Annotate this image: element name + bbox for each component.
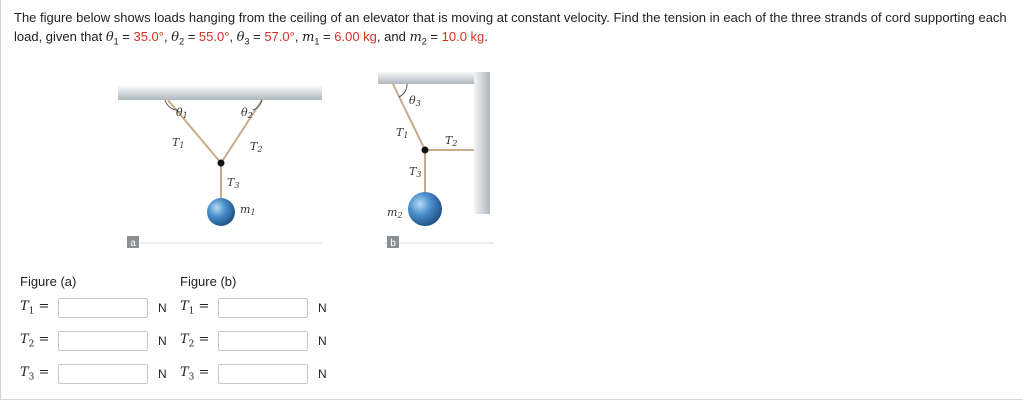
knot-a (218, 160, 225, 167)
answer-label-b-t2: $T_2$ = (180, 332, 210, 350)
answer-input-a-t1[interactable] (58, 298, 148, 318)
period: . (484, 29, 488, 44)
answer-row-a-t2 (20, 330, 167, 352)
label-theta1-a: θ1 (176, 106, 188, 120)
answer-row-b-t1 (180, 297, 327, 319)
eq-sign: = (319, 29, 335, 44)
answer-label-a-t2: $T_2$ = (20, 332, 50, 350)
theta2-value: 55.0° (198, 29, 230, 44)
knot-b (422, 147, 429, 154)
eq-sign: = (184, 29, 199, 44)
answer-label-a-t1: $T_1$ = (20, 299, 50, 317)
m1-sub: 1 (314, 36, 320, 47)
ball-m2 (408, 192, 442, 226)
figure-b (378, 72, 494, 249)
theta2-symbol: θ (171, 30, 180, 45)
figure-b-label: Figure (b) (180, 274, 237, 289)
label-t2-b: T2 (445, 134, 458, 148)
badge-b-text: b (390, 238, 396, 249)
answer-input-a-t3[interactable] (58, 364, 148, 384)
m1-symbol: m (302, 30, 315, 45)
label-theta2-a: θ2 (241, 106, 253, 120)
label-t3-a: T3 (227, 176, 240, 190)
answer-input-b-t3[interactable] (218, 364, 308, 384)
ball-m1 (207, 198, 235, 226)
angle-arc-theta3 (399, 84, 407, 97)
eq-sign: = (118, 29, 134, 44)
ceiling-a (118, 86, 322, 100)
ceiling-b (378, 72, 488, 84)
unit-a-t3: N (158, 367, 167, 381)
answer-row-b-t2 (180, 330, 327, 352)
theta3-sub: 3 (244, 36, 250, 47)
unit-b-t2: N (318, 334, 327, 348)
wall-b (474, 72, 490, 214)
label-m2: m2 (387, 206, 403, 220)
theta1-symbol: θ (105, 30, 114, 45)
unit-a-t1: N (158, 301, 167, 315)
answer-input-b-t2[interactable] (218, 331, 308, 351)
label-t2-a: T2 (250, 140, 263, 154)
unit-b-t3: N (318, 367, 327, 381)
answer-row-b-t3 (180, 363, 327, 385)
eq-sign: = (249, 29, 265, 44)
answer-label-a-t3: $T_3$ = (20, 365, 50, 383)
answer-input-b-t1[interactable] (218, 298, 308, 318)
answer-label-b-t1: $T_1$ = (180, 299, 210, 317)
m1-value: 6.00 kg (334, 29, 377, 44)
and-word: and (384, 29, 406, 44)
label-t1-a: T1 (172, 136, 185, 150)
theta3-value: 57.0° (264, 29, 295, 44)
answer-row-a-t1 (20, 297, 167, 319)
m2-symbol: m (409, 30, 422, 45)
answer-input-a-t2[interactable] (58, 331, 148, 351)
label-t3-b: T3 (409, 165, 422, 179)
unit-b-t1: N (318, 301, 327, 315)
theta1-value: 35.0° (133, 29, 164, 44)
figure-a (118, 86, 322, 249)
label-theta3-b: θ3 (409, 94, 421, 108)
label-t1-b: T1 (396, 126, 409, 140)
theta3-symbol: θ (236, 30, 245, 45)
problem-intro: The figure below shows loads hanging from the ceiling of an elevator that is moving at constant velocity. Find the tension in each of the three strands of cord supporting each load, given that (14, 10, 1007, 44)
answer-row-a-t3 (20, 363, 167, 385)
figure-a-label: Figure (a) (20, 274, 77, 289)
m2-value: 10.0 kg (441, 29, 485, 44)
theta1-sub: 1 (113, 36, 119, 47)
badge-a-text: a (130, 238, 136, 249)
eq-sign: = (426, 29, 442, 44)
label-m1: m1 (240, 203, 256, 217)
theta2-sub: 2 (179, 36, 185, 47)
answer-label-b-t3: $T_3$ = (180, 365, 210, 383)
problem-statement: The figure below shows loads hanging from the ceiling of an elevator that is moving at constant velocity. Find the tension in each of the three strands of cord supporting each load, given that $\theta_1 = 35.0^\circ$, $\theta_2 = 55.0^\circ$, $\theta_3 = 57.0^\circ$, $m_1 = 6.00$ kg, and $m_2 = 10.0$ kg. (14, 10, 1007, 47)
unit-a-t2: N (158, 334, 167, 348)
m2-sub: 2 (421, 36, 427, 47)
